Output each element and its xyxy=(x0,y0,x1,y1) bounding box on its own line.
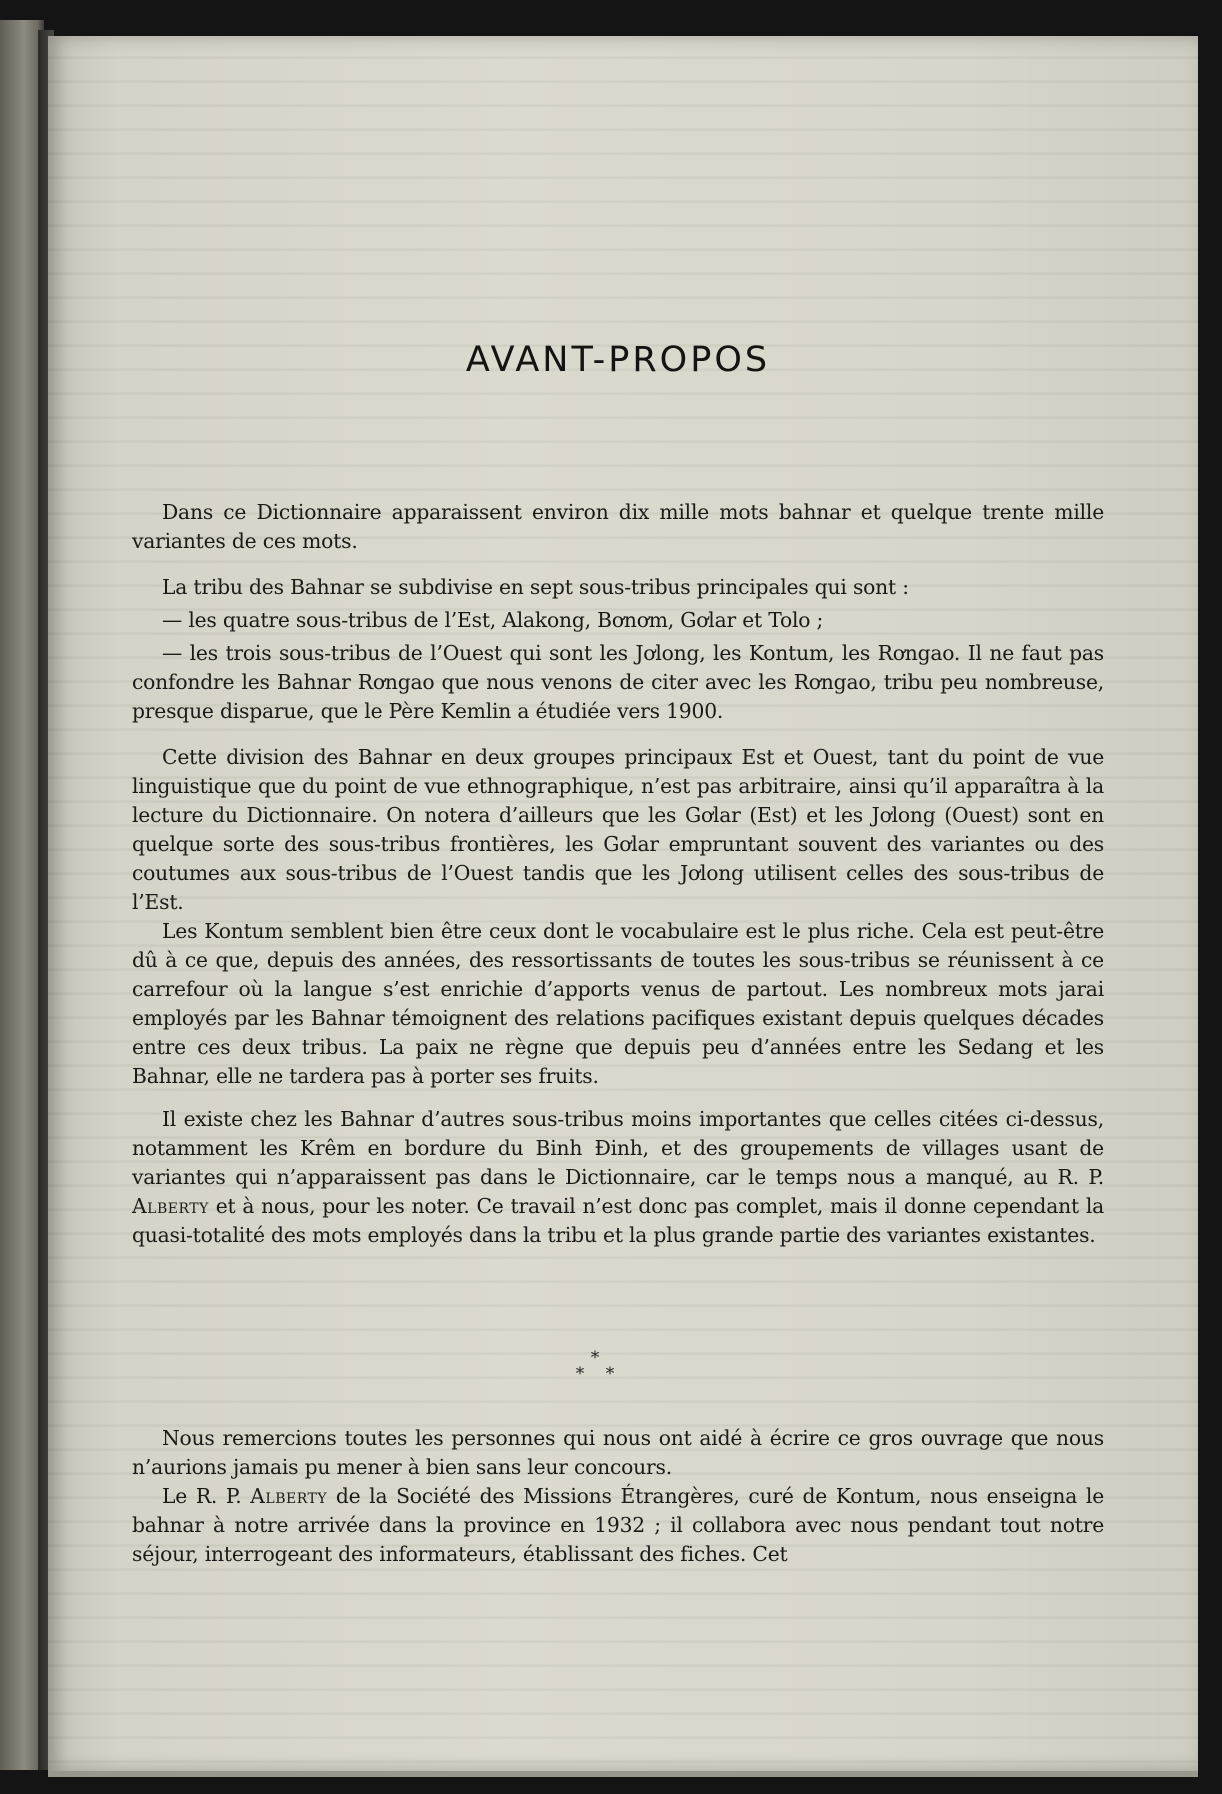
acknowledgements-body xyxy=(132,1424,1104,1569)
paragraph-other-subtribes xyxy=(132,1105,1104,1250)
paragraph-division: Cette division des Bahnar en deux groupes principaux Est et Ouest, tant du point de vue linguistique que du point de vue ethnographique, n’est pas arbitraire, ainsi qu’il apparaîtra à la lecture du Dictionnaire. On notera d’ailleurs que les Gơlar (Est) et les Jơlong (Ouest) sont en quelque sorte des sous-tribus frontières, les Gơlar empruntant souvent des variantes ou des coutumes aux sous-tribus de l’Ouest tandis que les Jơlong utilisent celles des sous-tribus de l’Est. xyxy=(132,745,1104,914)
asterism-separator xyxy=(132,1348,1104,1392)
asterisk: * xyxy=(605,1364,615,1384)
asterisk: * xyxy=(575,1364,585,1384)
author-name: Alberty xyxy=(250,1484,328,1508)
page-title: AVANT-PROPOS xyxy=(465,340,771,380)
text-run: et à nous, pour les noter. Ce travail n’est donc pas complet, mais il donne cependant la quasi-totalité des mots employés dans la tribu et la plus grande partie des variantes existantes. xyxy=(132,1194,1104,1247)
paragraph-kontum: Les Kontum semblent bien être ceux dont le vocabulaire est le plus riche. Cela est peut-être dû à ce que, depuis des années, des ressortissants de toutes les sous-tribus se réunissent à ce carrefour où la langue s’est enrichie d’apports venus de partout. Les nombreux mots jarai employés par les Bahnar témoignent des relations pacifiques existant depuis quelques décades entre ces deux tribus. La paix ne règne que depuis peu d’années entre les Sedang et les Bahnar, elle ne tardera pas à porter ses fruits. xyxy=(132,919,1104,1088)
paragraph-west: — les trois sous-tribus de l’Ouest qui sont les Jơlong, les Kontum, les Rơngao. Il ne faut pas confondre les Bahnar Rơngao que nous venons de citer avec les Rơngao, tribu peu nombreuse, presque disparue, que le Père Kemlin a étudiée vers 1900. xyxy=(132,641,1104,723)
text-run: de la Société des Missions Étrangères, curé de Kontum, nous enseigna le bahnar à notre arrivée dans la province en 1932 ; il collabora avec nous pendant tout notre séjour, interrogeant des informateurs, établissant des fiches. Cet xyxy=(132,1484,1104,1566)
foreword-body xyxy=(132,498,1104,1250)
paragraph-thanks: Nous remercions toutes les personnes qui nous ont aidé à écrire ce gros ouvrage que nous n’aurions jamais pu mener à bien sans leur concours. xyxy=(132,1426,1104,1479)
paragraph-subtribes: La tribu des Bahnar se subdivise en sept sous-tribus principales qui sont : xyxy=(162,575,909,599)
page-bottom-edge xyxy=(48,1771,1198,1777)
paragraph-alberty xyxy=(132,1482,1104,1569)
book-page xyxy=(48,36,1198,1771)
author-name: Alberty xyxy=(132,1194,209,1218)
paragraph-intro: Dans ce Dictionnaire apparaissent environ dix mille mots bahnar et quelque trente mille variantes de ces mots. xyxy=(132,500,1104,553)
asterisk: * xyxy=(590,1348,600,1368)
text-run: Le R. P. xyxy=(162,1484,251,1508)
paragraph-east: — les quatre sous-tribus de l’Est, Alakong, Bơnơm, Gơlar et Tolo ; xyxy=(162,608,824,632)
text-run: Il existe chez les Bahnar d’autres sous-tribus moins importantes que celles citées ci-dessus, notamment les Krêm en bordure du Binh Đinh, et des groupements de villages usant de variantes qui n’apparaissent pas dans le Dictionnaire, car le temps nous a manqué, au R. P. xyxy=(132,1107,1104,1189)
